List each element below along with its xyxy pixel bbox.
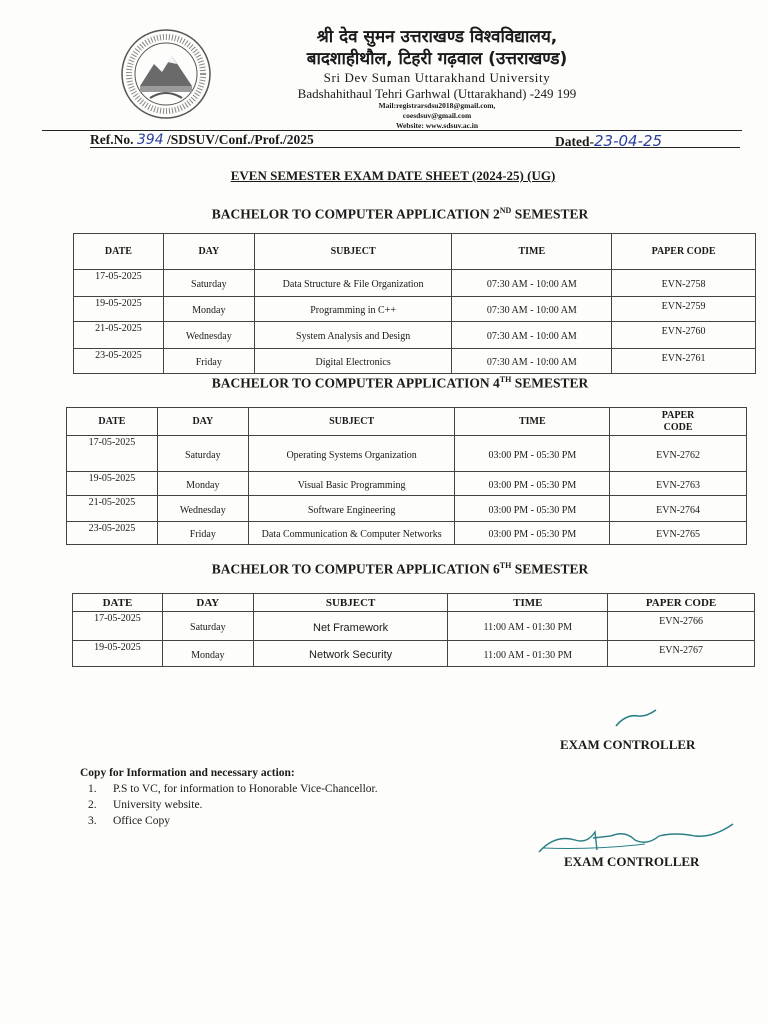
section-heading-sup: TH: [499, 375, 512, 384]
cell-time: 03:00 PM - 05:30 PM: [455, 522, 610, 545]
reference-number: [90, 132, 314, 148]
university-logo: [120, 28, 212, 120]
cell-date: 19-05-2025: [73, 641, 163, 667]
list-item-number: 3.: [88, 815, 97, 827]
cell-day: Saturday: [163, 270, 254, 297]
cell-paper-code: EVN-2764: [610, 496, 747, 522]
col-date: DATE: [67, 408, 158, 436]
dated-value-handwritten: 23-04-25: [594, 132, 663, 150]
cell-subject: Network Security: [253, 641, 448, 667]
list-item: [88, 781, 378, 797]
copy-heading: Copy for Information and necessary action:: [80, 767, 295, 779]
cell-date: 19-05-2025: [67, 472, 158, 496]
col-day: DAY: [157, 408, 248, 436]
col-paper-code: PAPER CODE: [612, 234, 756, 270]
section-heading-text: BACHELOR TO COMPUTER APPLICATION 2: [211, 206, 500, 222]
col-time: TIME: [455, 408, 610, 436]
section-heading-suffix: SEMESTER: [511, 561, 589, 577]
header-rule: [42, 130, 742, 131]
university-website: Website: www.sdsuv.ac.in: [395, 121, 479, 130]
table-header-row: [73, 594, 755, 612]
cell-time: 07:30 AM - 10:00 AM: [452, 270, 612, 297]
cell-time: 11:00 AM - 01:30 PM: [448, 641, 608, 667]
cell-day: Wednesday: [163, 322, 254, 349]
cell-time: 03:00 PM - 05:30 PM: [455, 496, 610, 522]
col-day: DAY: [162, 594, 253, 612]
cell-subject: Digital Electronics: [254, 349, 452, 374]
cell-day: Monday: [163, 297, 254, 322]
cell-paper-code: EVN-2760: [612, 322, 756, 349]
exam-controller-label-2: EXAM CONTROLLER: [564, 854, 700, 869]
dated-label: Dated-: [555, 134, 594, 149]
cell-date: 17-05-2025: [67, 436, 158, 472]
cell-paper-code: EVN-2766: [608, 612, 755, 641]
cell-day: Friday: [157, 522, 248, 545]
cell-day: Saturday: [162, 612, 253, 641]
exam-table-4th-semester: [66, 407, 747, 545]
cell-subject: Programming in C++: [254, 297, 452, 322]
table-row: [73, 612, 755, 641]
cell-date: 21-05-2025: [67, 496, 158, 522]
cell-date: 21-05-2025: [74, 322, 164, 349]
table-row: [74, 270, 756, 297]
hindi-title-line1: श्री देव सुमन उत्तराखण्ड विश्वविद्यालय,: [316, 27, 558, 47]
col-date: DATE: [74, 234, 164, 270]
cell-subject: System Analysis and Design: [254, 322, 452, 349]
col-date: DATE: [73, 594, 163, 612]
cell-date: 17-05-2025: [74, 270, 164, 297]
list-item-text: Office Copy: [113, 815, 170, 827]
table-row: [73, 641, 755, 667]
section-heading-sup: TH: [499, 561, 512, 570]
table-row: [67, 472, 747, 496]
table-row: [74, 297, 756, 322]
cell-subject: Data Communication & Computer Networks: [248, 522, 455, 545]
cell-time: 07:30 AM - 10:00 AM: [452, 322, 612, 349]
cell-subject: Net Framework: [253, 612, 448, 641]
cell-day: Monday: [157, 472, 248, 496]
list-item-text: University website.: [113, 799, 203, 811]
cell-day: Saturday: [157, 436, 248, 472]
cell-time: 07:30 AM - 10:00 AM: [452, 349, 612, 374]
col-day: DAY: [163, 234, 254, 270]
university-address: Badshahithaul Tehri Garhwal (Uttarakhand) -249 199: [297, 86, 577, 101]
section-heading-2nd-semester: [0, 206, 768, 223]
cell-subject: Operating Systems Organization: [248, 436, 455, 472]
col-paper-code-line1: PAPER: [661, 409, 695, 421]
cell-subject: Data Structure & File Organization: [254, 270, 452, 297]
cell-paper-code: EVN-2767: [608, 641, 755, 667]
cell-date: 17-05-2025: [73, 612, 163, 641]
col-paper-code-line2: CODE: [663, 421, 693, 433]
list-item-number: 2.: [88, 799, 97, 811]
cell-time: 03:00 PM - 05:30 PM: [455, 436, 610, 472]
col-paper-code: [610, 408, 747, 436]
cell-time: 03:00 PM - 05:30 PM: [455, 472, 610, 496]
section-heading-sup: ND: [499, 206, 512, 215]
exam-controller-label-1: EXAM CONTROLLER: [560, 737, 696, 752]
section-heading-text: BACHELOR TO COMPUTER APPLICATION 6: [211, 561, 500, 577]
table-row: [67, 496, 747, 522]
cell-paper-code: EVN-2762: [610, 436, 747, 472]
section-heading-text: BACHELOR TO COMPUTER APPLICATION 4: [211, 375, 500, 391]
cell-paper-code: EVN-2758: [612, 270, 756, 297]
table-header-row: [67, 408, 747, 436]
exam-table-6th-semester: [72, 593, 755, 667]
table-row: [67, 522, 747, 545]
university-name: Sri Dev Suman Uttarakhand University: [323, 70, 551, 85]
cell-date: 19-05-2025: [74, 297, 164, 322]
ref-label: Ref.No.: [90, 132, 134, 147]
cell-time: 11:00 AM - 01:30 PM: [448, 612, 608, 641]
list-item: [88, 813, 378, 829]
list-item-text: P.S to VC, for information to Honorable Vice-Chancellor.: [113, 783, 378, 795]
document-title-text: EVEN SEMESTER EXAM DATE SHEET (2024-25) (UG): [230, 168, 556, 183]
dated: [555, 132, 662, 150]
cell-date: 23-05-2025: [67, 522, 158, 545]
col-subject: SUBJECT: [253, 594, 448, 612]
col-paper-code: PAPER CODE: [608, 594, 755, 612]
list-item: [88, 797, 378, 813]
col-time: TIME: [452, 234, 612, 270]
ref-number-handwritten: 394: [136, 132, 164, 148]
copy-list: [88, 781, 378, 829]
section-heading-suffix: SEMESTER: [511, 206, 589, 222]
table-header-row: [74, 234, 756, 270]
hindi-title-line2: बादशाहीथौल, टिहरी गढ़वाल (उत्तराखण्ड): [306, 49, 568, 69]
col-time: TIME: [448, 594, 608, 612]
ref-suffix: /SDSUV/Conf./Prof./2025: [166, 132, 314, 147]
signature-mark-1: [612, 706, 662, 735]
section-heading-suffix: SEMESTER: [511, 375, 589, 391]
section-heading-4th-semester: [0, 375, 768, 392]
cell-paper-code: EVN-2763: [610, 472, 747, 496]
cell-day: Monday: [162, 641, 253, 667]
document-title: [0, 168, 768, 184]
section-heading-6th-semester: [0, 561, 768, 578]
table-row: [74, 349, 756, 374]
cell-day: Friday: [163, 349, 254, 374]
cell-paper-code: EVN-2765: [610, 522, 747, 545]
col-subject: SUBJECT: [248, 408, 455, 436]
cell-date: 23-05-2025: [74, 349, 164, 374]
cell-subject: Software Engineering: [248, 496, 455, 522]
university-mail2: coesdsuv@gmail.com: [402, 111, 472, 120]
university-mail1: Mail:registrarsdsu2018@gmail.com,: [378, 101, 496, 110]
cell-day: Wednesday: [157, 496, 248, 522]
exam-table-2nd-semester: [73, 233, 756, 374]
table-row: [74, 322, 756, 349]
cell-paper-code: EVN-2759: [612, 297, 756, 322]
col-subject: SUBJECT: [254, 234, 452, 270]
cell-paper-code: EVN-2761: [612, 349, 756, 374]
cell-subject: Visual Basic Programming: [248, 472, 455, 496]
list-item-number: 1.: [88, 783, 97, 795]
cell-time: 07:30 AM - 10:00 AM: [452, 297, 612, 322]
table-row: [67, 436, 747, 472]
